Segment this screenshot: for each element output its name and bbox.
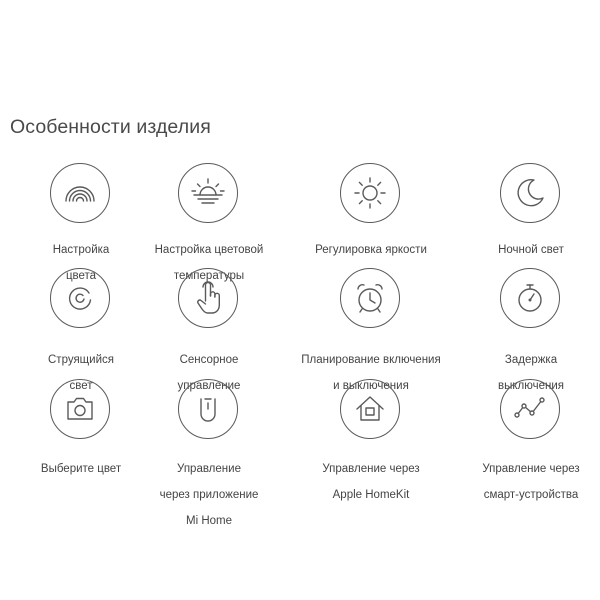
smart-devices-icon [501, 380, 559, 438]
homekit-icon [341, 380, 399, 438]
feature-icon-circle [340, 163, 400, 223]
feature-label: Регулировка яркости [315, 244, 427, 256]
feature-icon-circle [340, 268, 400, 328]
feature-label: Сенсорное управление [177, 354, 241, 392]
moon-icon [501, 164, 559, 222]
mi-home-icon [179, 380, 237, 438]
feature-icon-circle [500, 163, 560, 223]
feature-icon-circle [500, 379, 560, 439]
page-title: Особенности изделия [10, 116, 211, 138]
feature-label: Задержка выключения [497, 354, 564, 392]
feature-icon-circle [178, 163, 238, 223]
feature-icon-circle [50, 163, 110, 223]
sunrise-icon [179, 164, 237, 222]
flow-color-icon [51, 269, 109, 327]
touch-hand-icon [179, 269, 237, 327]
feature-icon-circle [178, 268, 238, 328]
feature-label: Планирование включения и выключения [301, 354, 441, 392]
feature-label: Струящийся свет [48, 354, 114, 392]
feature-icon-circle [500, 268, 560, 328]
feature-label: Настройка цветовой температуры [154, 244, 264, 282]
feature-icon-circle [340, 379, 400, 439]
feature-label: Управление через смарт-устройства [482, 463, 580, 501]
feature-label: Управление через Apple HomeKit [322, 463, 420, 501]
feature-icon-circle [50, 268, 110, 328]
feature-label: Настройка цвета [52, 244, 110, 282]
feature-label: Ночной свет [498, 244, 564, 256]
sun-icon [341, 164, 399, 222]
rainbow-icon [51, 164, 109, 222]
feature-icon-circle [178, 379, 238, 439]
feature-label: Выберите цвет [40, 463, 122, 475]
alarm-clock-icon [341, 269, 399, 327]
camera-icon [51, 380, 109, 438]
stopwatch-icon [501, 269, 559, 327]
feature-icon-circle [50, 379, 110, 439]
feature-label: Управление через приложение Mi Home [159, 463, 259, 527]
